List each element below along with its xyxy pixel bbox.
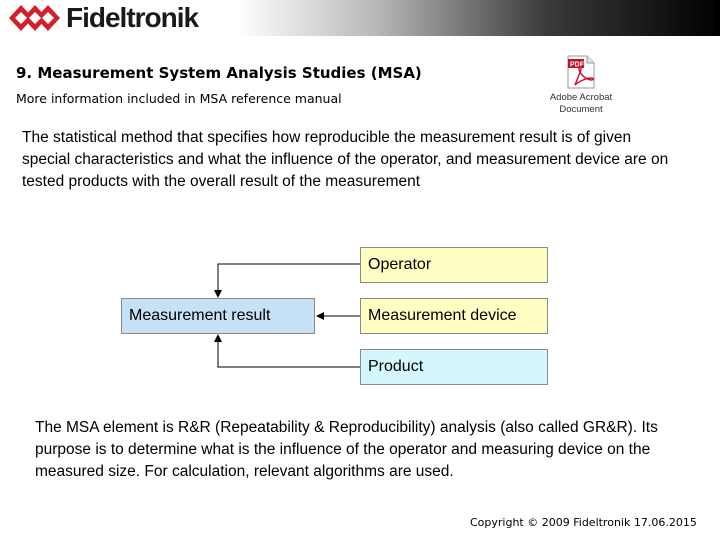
pdf-attachment[interactable] xyxy=(538,55,624,119)
svg-text:PDF: PDF xyxy=(570,61,584,69)
header-bar xyxy=(0,0,720,36)
outro-paragraph: The MSA element is R&R (Repeatability & Reproducibility) analysis (also called GR&R). Its purpose is to determine what is the influence of the operator and measuring device on the measured size. For calculation, relevant algorithms are used. xyxy=(35,419,658,480)
operator-to-result-arrow xyxy=(218,264,360,297)
logo-wordmark: Fideltronik xyxy=(66,2,199,33)
product-to-result-arrow xyxy=(218,335,360,367)
operator-box: Operator xyxy=(360,247,548,283)
page-subtitle: More information included in MSA reference manual xyxy=(16,91,342,106)
pdf-document-icon xyxy=(566,55,596,89)
pdf-label-line2: Document xyxy=(559,104,603,115)
pdf-label-line1: Adobe Acrobat xyxy=(549,92,613,103)
measurement-device-box: Measurement device xyxy=(360,298,548,334)
product-box: Product xyxy=(360,349,548,385)
footer-copyright: Copyright © 2009 Fideltronik 17.06.2015 xyxy=(470,516,697,529)
fideltronik-diamond-logo-icon xyxy=(8,4,60,32)
intro-paragraph: The statistical method that specifies how reproducible the measurement result is of given special characteristics and what the influence of the operator, and measurement device are on tested products with the overall result of the measurement xyxy=(22,129,669,190)
page-title: 9. Measurement System Analysis Studies (MSA) xyxy=(16,64,422,82)
measurement-result-box: Measurement result xyxy=(121,298,315,334)
